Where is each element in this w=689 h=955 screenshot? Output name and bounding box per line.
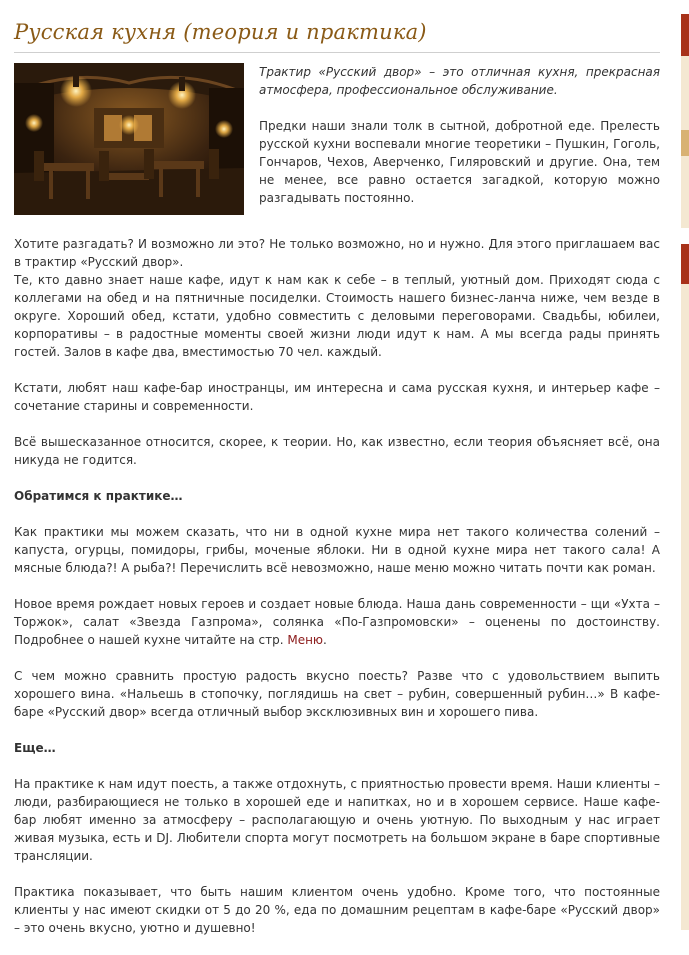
- paragraph-invitation: Хотите разгадать? И возможно ли это? Не только возможно, но и нужно. Для этого приглашаем вас в трактир «Русский двор».: [14, 237, 660, 269]
- intro-text: [259, 63, 660, 225]
- intro-section: [14, 63, 660, 243]
- title-divider: [14, 52, 660, 53]
- intro-paragraph: Предки наши знали толк в сытной, добротной еде. Прелесть русской кухни воспевали многие теоретики – Пушкин, Гоголь, Гончаров, Чехов, Аверченко, Гиляровский и другие. Она, тем не менее, все равно остается загадкой, которую можно разгадывать постоянно.: [259, 119, 660, 205]
- paragraph-new-dishes-end: .: [323, 633, 327, 647]
- sidebar-strip-light-3: [681, 284, 689, 930]
- page-title: Русская кухня (теория и практика): [14, 20, 427, 44]
- article-body: [14, 235, 660, 937]
- sidebar-accent-top: [681, 14, 689, 56]
- paragraph-wine: С чем можно сравнить простую радость вкусно поесть? Разве что с удовольствием выпить хорошего вина. «Нальешь в стопочку, поглядишь на свет – рубин, совершенный рубин…» В кафе-баре «Русский двор» всегда отличный выбор эксклюзивных вин и хорошего пива.: [14, 669, 660, 719]
- menu-link[interactable]: Меню: [287, 633, 324, 647]
- paragraph-atmosphere: На практике к нам идут поесть, а также отдохнуть, с приятностью провести время. Наши клиенты – люди, разбирающиеся не только в хорошей еде и напитках, но и в хорошем сервисе. Наше кафе-бар любят именно за атмосферу – располагающую и очень уютную. По выходным у нас играет живая музыка, есть и DJ. Любители спорта могут посмотреть на большом экране в баре спортивные трансляции.: [14, 777, 660, 863]
- heading-practice: Обратимся к практике…: [14, 489, 183, 503]
- sidebar-strip-light: [681, 56, 689, 130]
- article: [14, 0, 660, 955]
- paragraph-theory: Всё вышесказанное относится, скорее, к теории. Но, как известно, если теория объясняет всё, она никуда не годится.: [14, 435, 660, 467]
- sidebar-strip-light-2: [681, 156, 689, 228]
- paragraph-regulars: Те, кто давно знает наше кафе, идут к нам как к себе – в теплый, уютный дом. Приходят сюда с коллегами на обед и на пятничные посиделки. Стоимость нашего бизнес-ланча ниже, чем везде в округе. Хороший обед, кстати, удобно совместить с деловыми переговорами. Свадьбы, юбилеи, корпоративы – в радостные моменты своей жизни люди идут к нам. А мы всегда рады принять гостей. Залов в кафе два, вместимостью 70 чел. каждый.: [14, 273, 660, 359]
- restaurant-interior-photo: [14, 63, 244, 215]
- paragraph-discounts: Практика показывает, что быть нашим клиентом очень удобно. Кроме того, что постоянные клиенты у нас имеют скидки от 5 до 20 %, еда по домашним рецептам в кафе-баре «Русский двор» – это очень вкусно, уютно и душевно!: [14, 885, 660, 935]
- paragraph-new-dishes-text: Новое время рождает новых героев и создает новые блюда. Наша дань современности – щи «Ухта – Торжок», салат «Звезда Газпрома», солянка «По-Газпромовски» – оценены по достоинству. Подробнее о нашей кухне читайте на стр.: [14, 597, 660, 647]
- paragraph-foreigners: Кстати, любят наш кафе-бар иностранцы, им интересна и сама русская кухня, и интерьер кафе – сочетание старины и современности.: [14, 381, 660, 413]
- sidebar-accent-gold: [681, 130, 689, 156]
- intro-lead: Трактир «Русский двор» – это отличная кухня, прекрасная атмосфера, профессиональное обслуживание.: [259, 65, 660, 97]
- paragraph-pickles: Как практики мы можем сказать, что ни в одной кухне мира нет такого количества солений – капуста, огурцы, помидоры, грибы, моченые яблоки. Ни в одной кухне мира нет такого сала! А мясные блюда?! А рыба?! Перечислить всё невозможно, наше меню можно читать почти как роман.: [14, 525, 660, 575]
- paragraph-new-dishes: [14, 595, 660, 649]
- sidebar-accent-bottom: [681, 244, 689, 284]
- heading-more: Еще…: [14, 741, 56, 755]
